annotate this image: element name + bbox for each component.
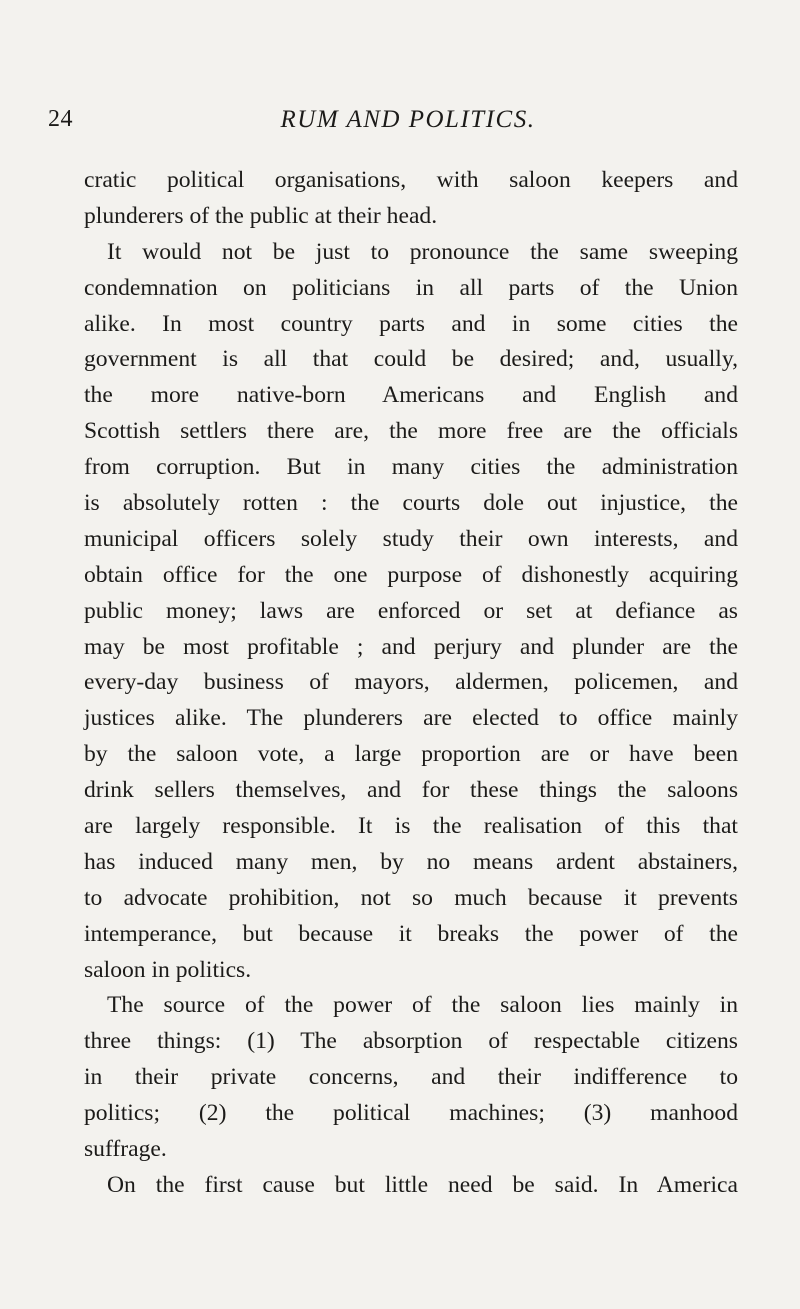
running-title: RUM AND POLITICS. [280,106,536,133]
text-line: suffrage. [84,1136,167,1163]
text-line: cratic political organisations, with saloon keepers and [84,167,738,193]
text-line: saloon in politics. [84,956,252,983]
text-line: public money; laws are enforced or set at defiance as [84,597,738,624]
text-line: politics; (2) the political machines; (3) manhood [84,1100,738,1127]
text-line: the more native-born Americans and English and [84,382,738,409]
text-line: Scottish settlers there are, the more free are the officials [84,418,738,445]
text-line: is absolutely rotten : the courts dole out injustice, the [84,490,738,517]
text-line: are largely responsible. It is the realisation of this that [84,813,738,840]
text-line: to advocate prohibition, not so much because it prevents [84,884,738,911]
text-line: justices alike. The plunderers are elected to office mainly [84,705,738,732]
text-line: in their private concerns, and their indifference to [84,1064,738,1091]
running-head [48,106,728,146]
text-line: alike. In most country parts and in some cities the [84,310,738,337]
text-line: every-day business of mayors, aldermen, policemen, and [84,669,738,696]
text-line: drink sellers themselves, and for these things the saloons [84,777,738,804]
text-line: condemnation on politicians in all parts of the Union [84,274,738,301]
text-line: three things: (1) The absorption of respectable citizens [84,1028,738,1055]
text-line: intemperance, but because it breaks the power of the [84,920,738,947]
text-line: It would not be just to pronounce the same sweeping [107,238,738,265]
text-line: plunderers of the public at their head. [84,202,438,229]
text-line: has induced many men, by no means ardent abstainers, [84,848,738,875]
text-line: obtain office for the one purpose of dishonestly acquiring [84,561,738,588]
text-line: government is all that could be desired; and, usually, [84,346,738,373]
text-line: by the saloon vote, a large proportion are or have been [84,741,738,768]
text-line: On the first cause but little need be said. In America [107,1171,738,1198]
text-line: The source of the power of the saloon lies mainly in [107,992,738,1019]
text-line: from corruption. But in many cities the administration [84,454,738,481]
text-line: may be most profitable ; and perjury and plunder are the [84,633,738,660]
body-text [84,163,738,1204]
page-number: 24 [48,106,73,132]
text-line: municipal officers solely study their own interests, and [84,525,738,552]
